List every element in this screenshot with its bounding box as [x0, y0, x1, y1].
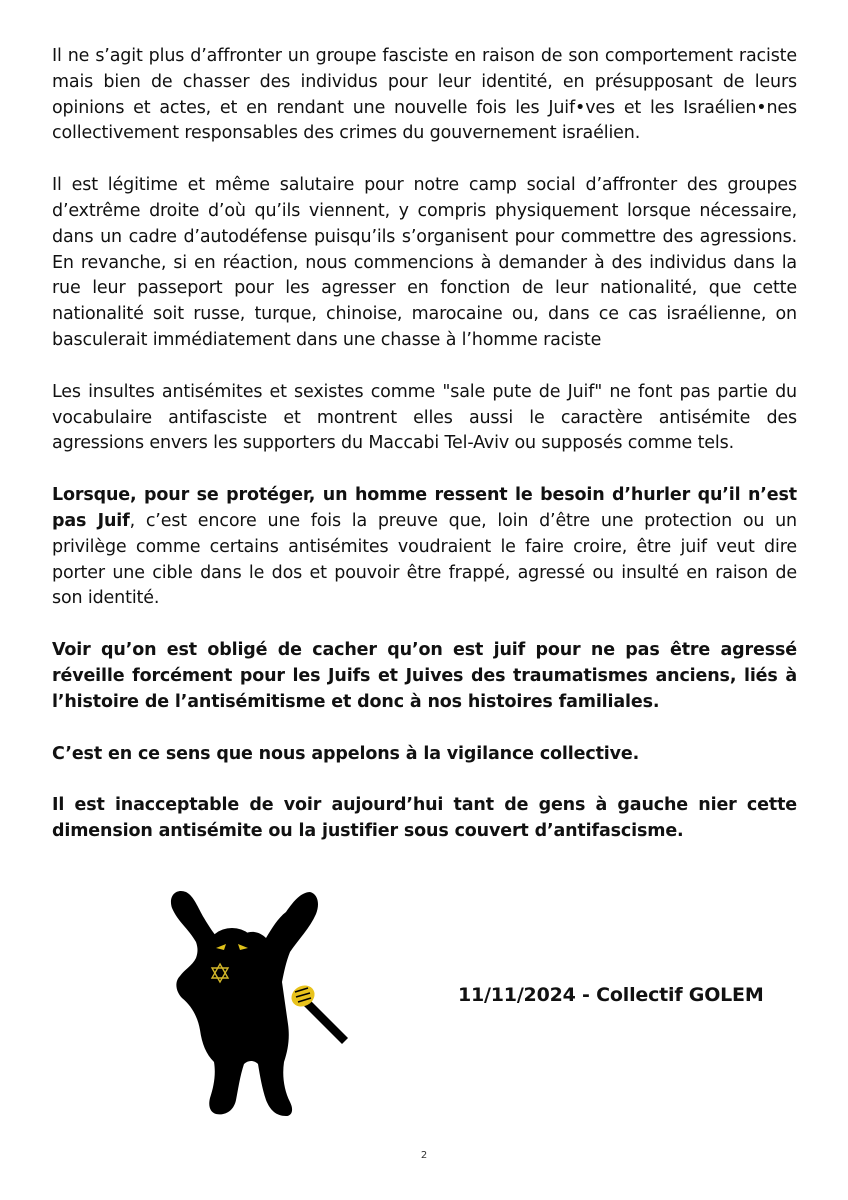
golem-illustration — [148, 878, 363, 1128]
paragraph-1: Il ne s’agit plus d’affronter un groupe fasciste en raison de son comportement raciste mais bien de chasser des individus pour leur identité, en présupposant de leurs opinions et actes, et en rendant une nouvelle fois les Juif•ves et les Israélien•nes collectivement responsables des crimes du gouvernement israélien. — [52, 46, 797, 144]
golem-head — [208, 928, 256, 968]
paragraph-4-bold-lead: Lorsque, pour se protéger, un homme ressent le besoin d’hurler qu’il n’est pas Juif — [52, 485, 797, 531]
paragraph-2: Il est légitime et même salutaire pour notre camp social d’affronter des groupes d’extrême droite d’où qu’ils viennent, y compris physiquement lorsque nécessaire, dans un cadre d’autodéfense puisqu’ils s’organisent pour commettre des agressions. En revanche, si en réaction, nous commencions à demander à des individus dans la rue leur passeport pour les agresser en fonction de leur nationalité, que cette nationalité soit russe, turque, chinoise, marocaine ou, dans ce cas israélienne, on basculerait immédiatement dans une chasse à l’homme raciste — [52, 175, 797, 350]
paragraph-7: Il est inacceptable de voir aujourd’hui tant de gens à gauche nier cette dimension antisémite ou la justifier sous couvert d’antifascisme. — [52, 795, 797, 842]
page-number: 2 — [420, 1150, 428, 1161]
paragraph-6: C’est en ce sens que nous appelons à la vigilance collective. — [52, 743, 640, 764]
paragraph-3: Les insultes antisémites et sexistes comme "sale pute de Juif" ne font pas partie du vocabulaire antifasciste et montrent elles aussi le caractère antisémite des agressions envers les supporters du Maccabi Tel-Aviv ou supposés comme tels. — [52, 381, 797, 454]
golem-figure — [148, 878, 363, 1128]
paragraph-5: Voir qu’on est obligé de cacher qu’on est juif pour ne pas être agressé réveille forcément pour les Juifs et Juives des traumatismes anciens, liés à l’histoire de l’antisémitisme et donc à nos histoires familiales. — [52, 640, 797, 712]
paragraph-4-rest: , c’est encore une fois la preuve que, loin d’être une protection ou un privilège comme certains antisémites voudraient le faire croire, être juif veut dire porter une cible dans le dos et pouvoir être frappé, agressé ou insulté en raison de son identité. — [52, 510, 797, 609]
signature: 11/11/2024 - Collectif GOLEM — [458, 984, 764, 1006]
microphone-icon — [288, 981, 348, 1044]
paragraph-4 — [52, 483, 797, 612]
document-body — [52, 44, 797, 871]
